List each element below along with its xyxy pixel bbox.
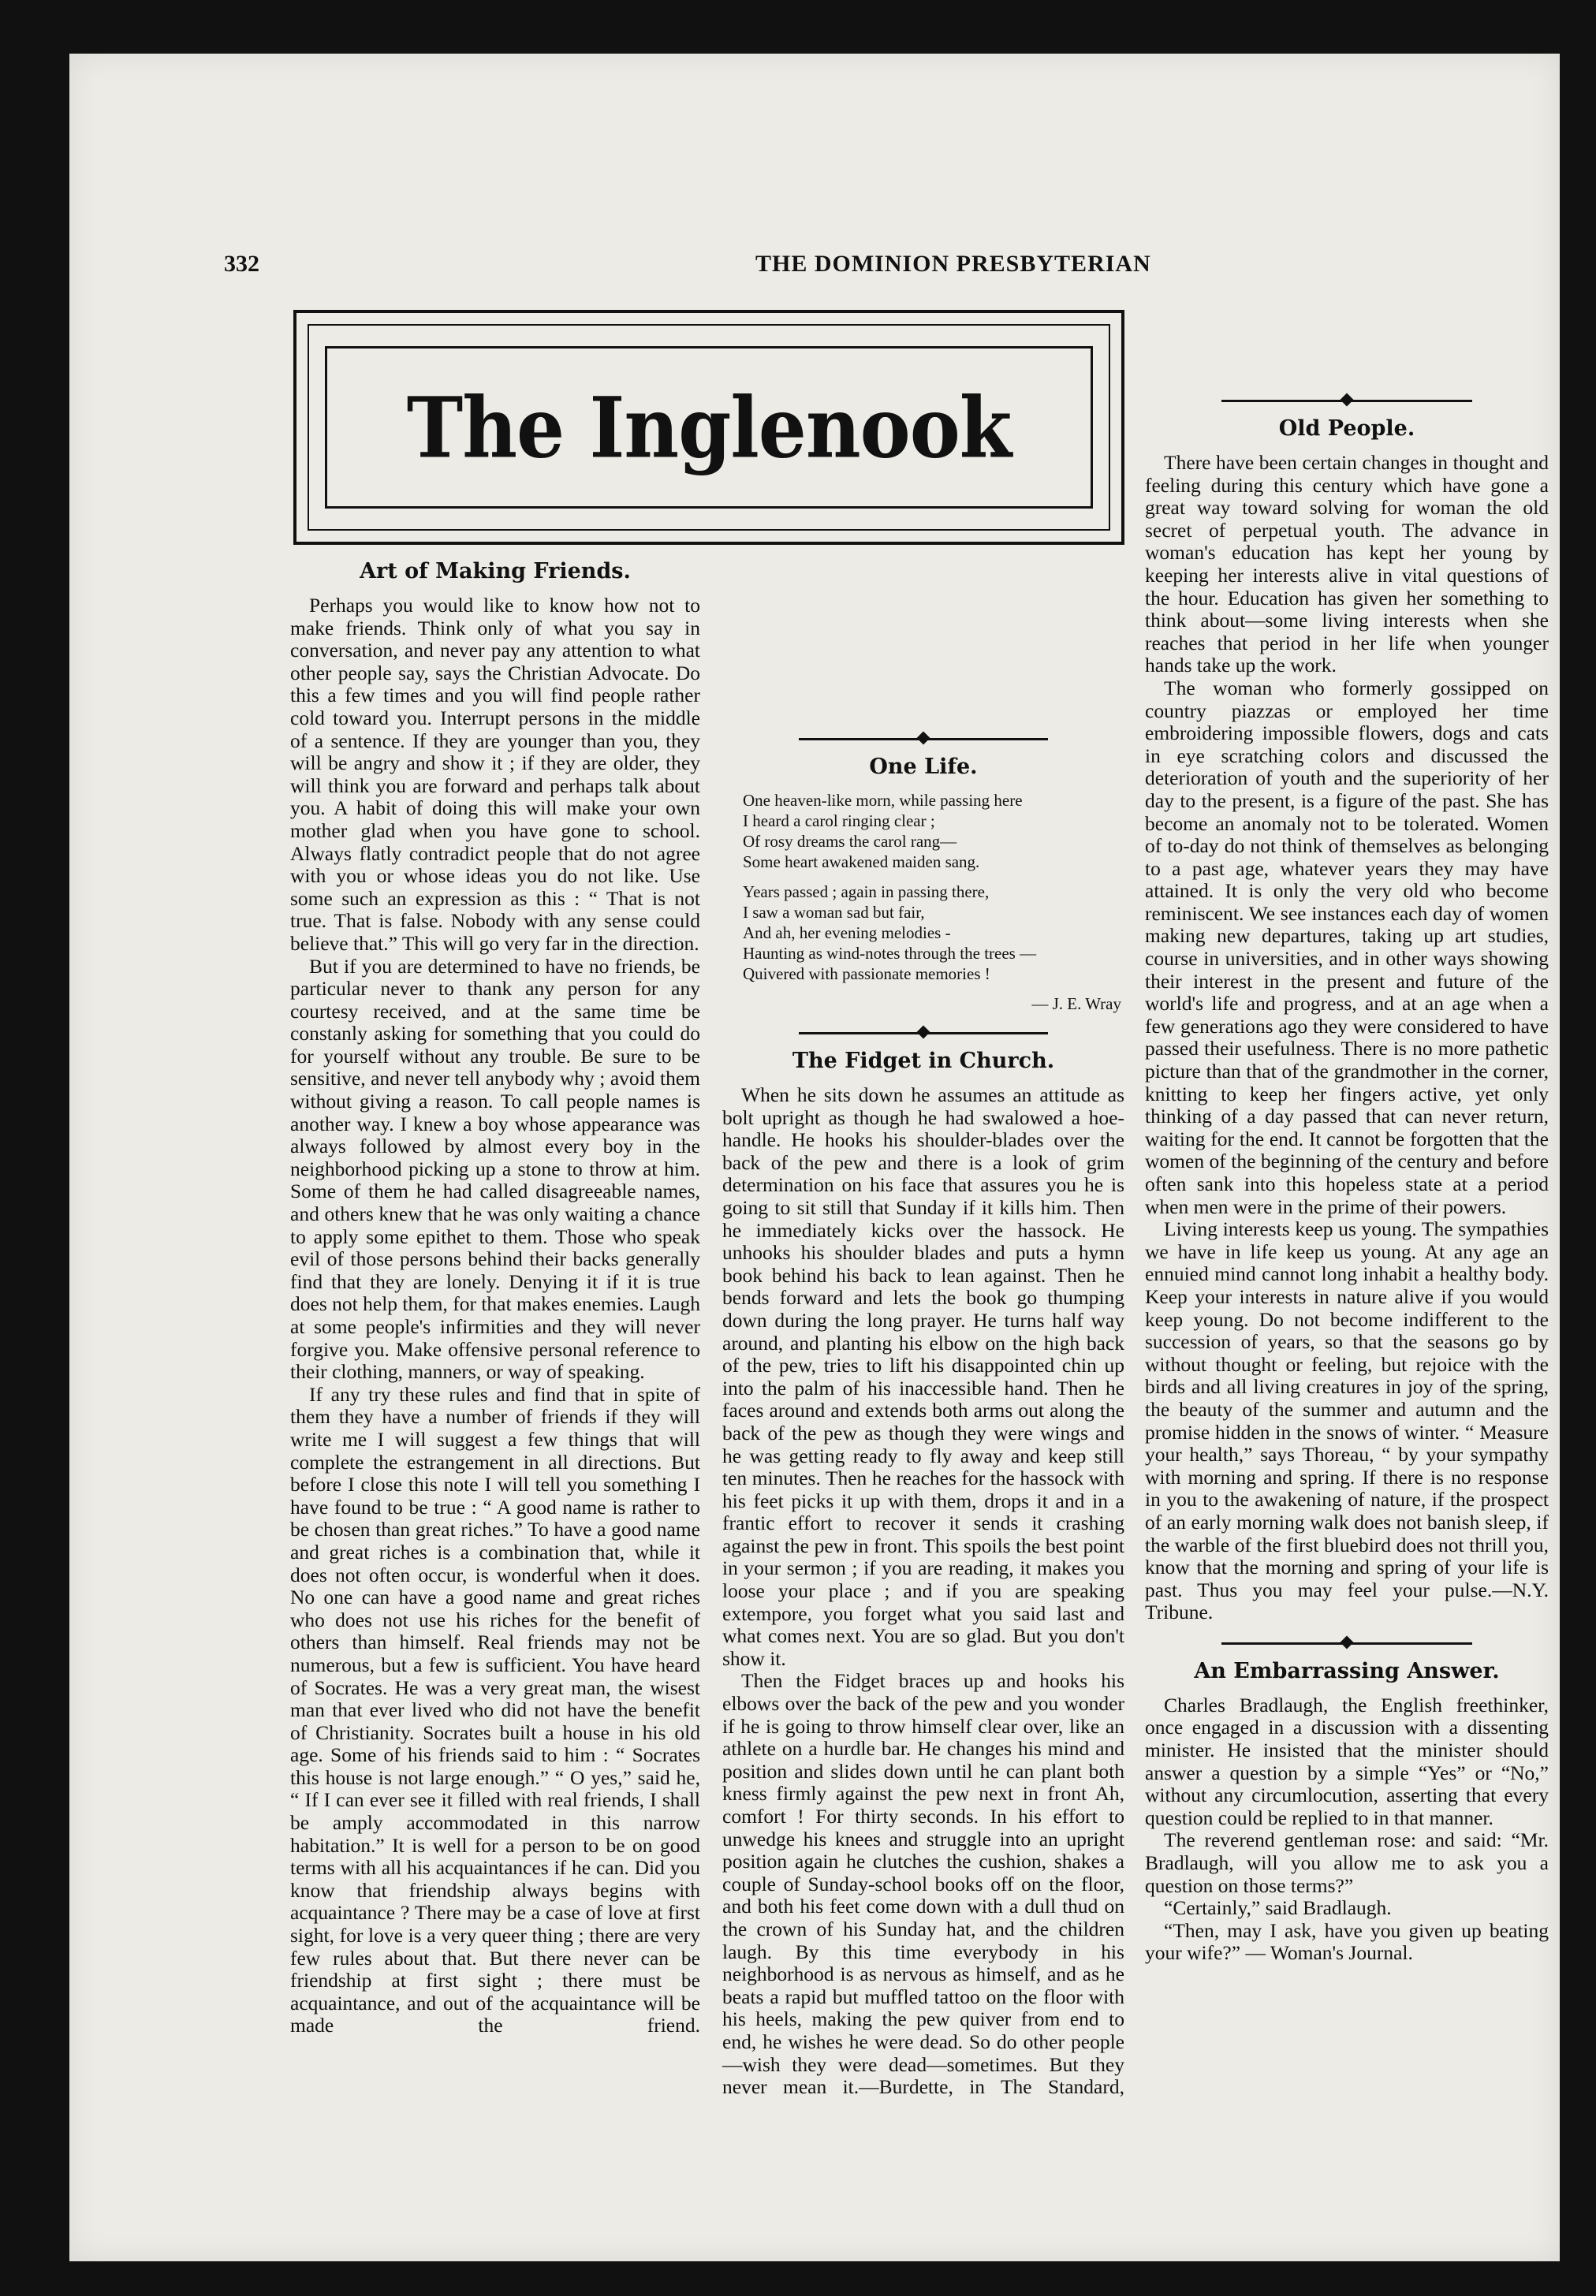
article-title: An Embarrassing Answer.: [1194, 1658, 1500, 1683]
article-paragraph: Perhaps you would like to know how not to make friends. Think only of what you say in conversation, and never pay any attention to what other people say, says the Christian Advocate. Do this a few times and you will find people rather cold toward you. Interrupt persons in the middle of a sentence. If they are younger than you, they will be angry and show it ; if they are older, they will think you are forward and perhaps talk about you. A habit of doing this will make your own mother glad when you have gone to school. Always flatly contradict people that do not agree with you or whose ideas you do not like. Use some such an expression as this : “ That is not true. That is false. Nobody with any sense could believe that.” This will go very far in the direction.: [290, 594, 700, 955]
article-paragraph: If any try these rules and find that in spite of them they have a number of friends if they will write me I will suggest a few things that will complete the estrangement in all directions. But before I close this note I will tell you something I have found to be true : “ A good name is rather to be chosen than great riches.” To have a good name and great riches is a combination that, while it does not often occur, is wonderful when it does. No one can have a good name and great riches who does not use his riches for the benefit of others than himself. Real friends may not be numerous, but a few is sufficient. You have heard of Socrates. He was a very great man, the wisest man that ever lived who did not have the benefit of Christianity. Socrates built a house in his old age. Some of his friends said to him : “ Socrates this house is not large enough.” “ O yes,” said he, “ If I can ever see it filled with real friends, I shall be amply accommodated in this narrow habitation.” It is well for a person to be on good terms with all his acquaintances if he can. Did you know that friendship always begins with acquaintance ? There may be a case of love at first sight, for love is a very queer thing ; there are very few rules about that. But there never can be friendship at first sight ; there must be acquaintance, and out of the acquaintance will be made the friend.: [290, 1382, 700, 2037]
article-paragraph: Then the Fidget braces up and hooks his elbows over the back of the pew and you wonder if he is going to throw himself clear over, like an athlete on a hurdle bar. He changes his mind and position and slides down until he can plant both kness firmly against the pew next in front Ah, comfort ! For thirty seconds. In his effort to unwedge his knees and struggle into an upright position again he clutches the cushion, shakes a couple of Sunday-school books off on the floor, and both his feet come down with a dull thud on the crown of his Sunday hat, and the children laugh. By this time everybody in his neighborhood is as nervous as himself, and as he beats a rapid but muffled tattoo on the floor with his heels, making the pew quiver from end to end, he wishes he were dead. So do other people—wish they were dead—sometimes. But they never mean it.—Burdette, in The Standard,: [722, 1669, 1124, 2099]
masthead-inner-frame: [325, 346, 1093, 509]
article-title: Old People.: [1278, 416, 1415, 441]
article-title: Art of Making Friends.: [360, 559, 631, 583]
masthead-title: The Inglenook: [406, 378, 1012, 477]
column-2: [722, 554, 1124, 2099]
masthead-border-line: [308, 529, 1110, 531]
poem: [743, 790, 1124, 1014]
column-3: [1145, 308, 1549, 1965]
masthead-border-line: [1109, 324, 1110, 531]
poem-line: Of rosy dreams the carol rang—: [743, 832, 957, 851]
article-paragraph: When he sits down he assumes an attitude as bolt upright as though he had swalowed a hoe-handle. He hooks his shoulder-blades over the back of the pew and there is a look of grim determination on his face that assures you he is going to sit still that Sunday if it kills him. Then he immediately kicks over the hassock. He unhooks his shoulder blades and puts a hymn book behind his back to lean against. Then he bends forward and lets the book go thumping down during the long prayer. He turns half way around, and planting his elbow on the high back of the pew, tries to lift his disappointed chin up into the palm of his inaccessible hand. Then he faces around and extends both arms out along the back of the pew as though they were wings and he was getting ready to fly away and keep still ten minutes. Then he reaches for the hassock with his feet picks it up with them, drops it and in a frantic effort to recover it sends it crashing against the pew in front. This spoils the best point in your sermon ; if you are reading, it makes you loose your place ; and if you are speaking extempore, you forget what you said last and what comes next. You are so glad. But you don't show it.: [722, 1083, 1124, 1670]
poem-signature: — J. E. Wray: [1031, 994, 1121, 1013]
poem-line: One heaven-like morn, while passing here: [743, 791, 1023, 810]
article-title: One Life.: [869, 755, 978, 779]
column-1: [290, 554, 700, 2037]
article-paragraph: The reverend gentleman rose: and said: “Mr. Bradlaugh, will you allow me to ask you a question on those terms?”: [1145, 1828, 1549, 1897]
masthead-border-line: [308, 324, 309, 531]
article-paragraph: Living interests keep us young. The sympathies we have in life keep us young. At any age an ennuied mind cannot long inhabit a healthy body. Keep your interests in nature alive if you would keep young. Do not become indifferent to the succession of years, so that the seasons go by without thought or feeling, but rejoice with the birds and all living creatures in joy of the spring, the beauty of the summer and autumn and the promise hidden in the snows of winter. “ Measure your health,” says Thoreau, “ by your sympathy with morning and spring. If there is no response in you to the awakening of nature, if the prospect of an early morning walk does not banish sleep, if the warble of the first bluebird does not thrill you, know that the morning and spring of your life is past. Thus you may feel your pulse.—N.Y. Tribune.: [1145, 1217, 1549, 1624]
section-divider: [799, 731, 1048, 747]
newspaper-page: [69, 54, 1560, 2261]
section-divider: [1221, 393, 1471, 408]
article-paragraph: “Then, may I ask, have you given up beating your wife?” — Woman's Journal.: [1145, 1918, 1549, 1965]
article-title: The Fidget in Church.: [792, 1049, 1055, 1073]
inglenook-masthead: [293, 310, 1124, 545]
poem-line: Quivered with passionate memories !: [743, 964, 990, 983]
section-divider: [799, 1025, 1048, 1041]
poem-line: Haunting as wind-notes through the trees —: [743, 944, 1037, 963]
poem-line: And ah, her evening melodies -: [743, 923, 951, 942]
running-title: THE DOMINION PRESBYTERIAN: [755, 251, 1151, 277]
poem-stanza: [743, 790, 1124, 872]
poem-line: Years passed ; again in passing there,: [743, 882, 990, 901]
article-paragraph: But if you are determined to have no friends, be particular never to thank any person for any courtesy received, and at the same time be constanly asking for something that you could do for yourself without any trouble. Be sure to be sensitive, and never tell anybody why ; avoid them without giving a reason. To call people names is another way. I knew a boy whose appearance was always followed by almost every boy in the neighborhood picking up a stone to throw at him. Some of them he had called disagreeable names, and others knew that he was only waiting a chance to apply some epithet to them. Those who speak evil of those persons behind their backs generally find that they are lonely. Denying it if it is true does not help them, for that makes enemies. Laugh at some people's infirmities and they will never forgive you. Make offensive personal reference to their clothing, manners, or way of speaking.: [290, 954, 700, 1384]
article-paragraph: The woman who formerly gossipped on country piazzas or employed her time embroidering impossible flowers, dogs and cats in eye scratching colors and discussed the deterioration of youth and the superiority of her day to the present, is a figure of the past. She has become an anomaly not to be tolerated. Women of to-day do not think of themselves as belonging to a past age, whatever years they may have attained. It is only the very old who become reminiscent. We see instances each day of women making new departures, taking up art studies, course in universities, and in other ways showing their interest in the present and future of the world's life and progress, and at an age when a few generations ago they were considered to have passed their usefulness. There is no more pathetic picture than that of the grandmother in the corner, knitting to keep her fingers active, yet only thinking of a day passed that can never return, waiting for the end. It cannot be forgotten that the women of the beginning of the century and before often sank into this hopeless state at a period when men were in the prime of their powers.: [1145, 676, 1549, 1218]
poem-stanza: [743, 882, 1124, 984]
poem-line: Some heart awakened maiden sang.: [743, 852, 980, 871]
article-paragraph: Charles Bradlaugh, the English freethinker, once engaged in a discussion with a dissenting minister. He insisted that the minister should answer a question by a simple “Yes” or “No,” without any circumlocution, asserting that every question could be replied to in that manner.: [1145, 1693, 1549, 1829]
poem-line: I saw a woman sad but fair,: [743, 903, 925, 922]
article-paragraph: There have been certain changes in thought and feeling during this century which have gone a great way toward solving for woman the old secret of perpetual youth. The advance in woman's education has kept her young by keeping her interests alive in vital questions of the hour. Education has given her something to think about—some living interests when she reaches that period in her life when younger hands take up the work.: [1145, 451, 1549, 677]
poem-line: I heard a carol ringing clear ;: [743, 811, 935, 830]
section-divider: [1221, 1635, 1471, 1651]
page-number: 332: [224, 251, 259, 277]
article-paragraph: “Certainly,” said Bradlaugh.: [1164, 1896, 1392, 1920]
masthead-border-line: [308, 324, 1110, 326]
